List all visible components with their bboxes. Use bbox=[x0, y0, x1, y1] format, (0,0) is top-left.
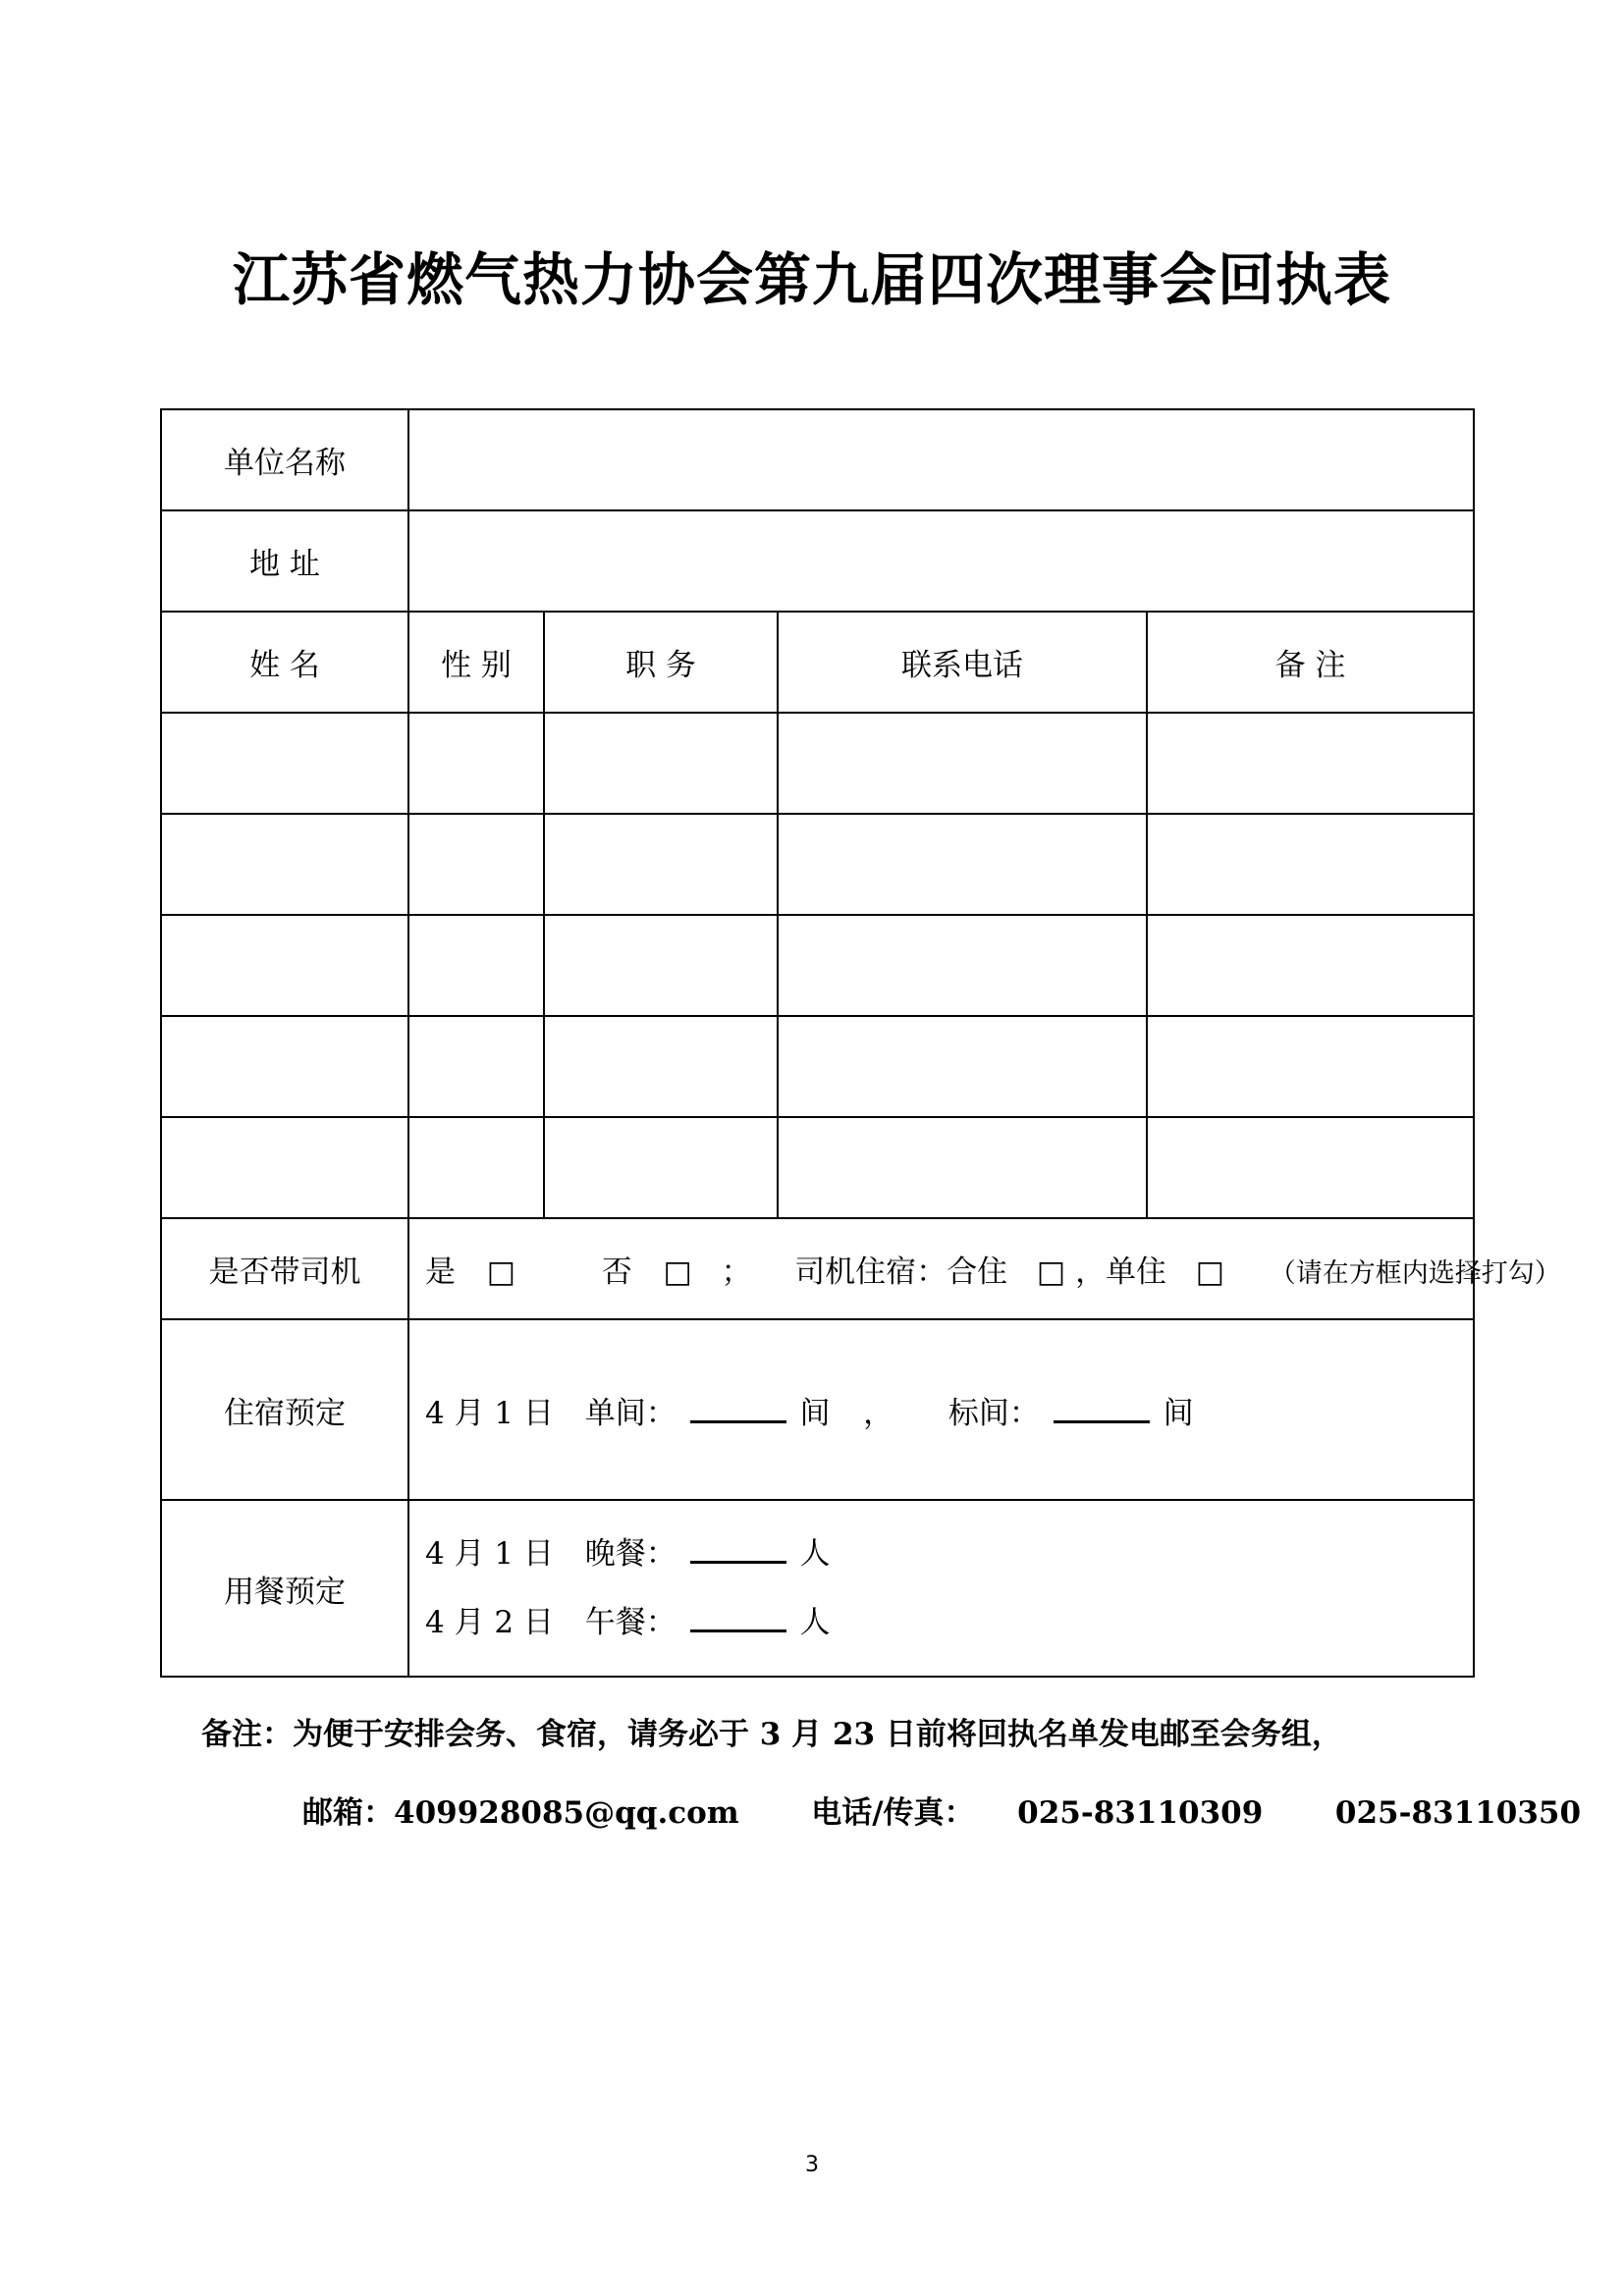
lunch-count-field[interactable] bbox=[690, 1602, 786, 1632]
attendee-position-cell[interactable] bbox=[544, 814, 778, 915]
contact-email: 邮箱：409928085@qq.com bbox=[302, 1795, 739, 1831]
contact-line bbox=[302, 1791, 1581, 1835]
standard-room-count-field[interactable] bbox=[1054, 1393, 1150, 1423]
attendee-phone-cell[interactable] bbox=[778, 1016, 1147, 1117]
address-row bbox=[161, 510, 1474, 612]
lunch-unit: 人 bbox=[799, 1605, 831, 1640]
page-title: 江苏省燃气热力协会第九届四次理事会回执表 bbox=[232, 246, 1391, 313]
meals-row bbox=[161, 1500, 1474, 1677]
attendee-remarks-cell[interactable] bbox=[1147, 713, 1474, 814]
contact-phone-2: 025-83110350 bbox=[1334, 1795, 1582, 1831]
driver-single-label: ，单住 bbox=[1075, 1255, 1167, 1290]
driver-no-label: 否 bbox=[601, 1255, 632, 1290]
column-header-phone: 联系电话 bbox=[778, 612, 1147, 713]
attendee-position-cell[interactable] bbox=[544, 713, 778, 814]
attendee-phone-cell[interactable] bbox=[778, 814, 1147, 915]
attendee-phone-cell[interactable] bbox=[778, 1117, 1147, 1218]
meals-details bbox=[408, 1500, 1474, 1677]
lodging-date: 4 月 1 日 bbox=[425, 1395, 555, 1431]
attendee-phone-cell[interactable] bbox=[778, 713, 1147, 814]
attendee-position-cell[interactable] bbox=[544, 915, 778, 1016]
dinner-label: 晚餐： bbox=[584, 1536, 677, 1572]
lunch-label: 午餐： bbox=[584, 1605, 677, 1640]
attendee-gender-cell[interactable] bbox=[408, 713, 544, 814]
attendee-remarks-cell[interactable] bbox=[1147, 1117, 1474, 1218]
unit-name-field[interactable] bbox=[408, 409, 1474, 510]
driver-hint: （请在方框内选择打勾） bbox=[1269, 1258, 1561, 1289]
lodging-standard-room-label: 标间： bbox=[947, 1395, 1040, 1431]
driver-lodging-shared-label: 司机住宿：合住 bbox=[794, 1255, 1008, 1290]
lodging-standard-room-unit: 间 bbox=[1163, 1395, 1194, 1431]
lodging-single-room-label: 单间： bbox=[584, 1395, 677, 1431]
attendee-row bbox=[161, 814, 1474, 915]
contact-phone-1: 025-83110309 bbox=[1017, 1795, 1264, 1831]
column-header-gender: 性 别 bbox=[408, 612, 544, 713]
lunch-date: 4 月 2 日 bbox=[425, 1605, 555, 1640]
attendee-row bbox=[161, 713, 1474, 814]
dinner-count-field[interactable] bbox=[690, 1533, 786, 1564]
lodging-separator: ， bbox=[863, 1395, 894, 1431]
address-label: 地 址 bbox=[161, 510, 408, 612]
driver-no-checkbox[interactable]: □ bbox=[663, 1255, 692, 1290]
driver-options bbox=[408, 1218, 1561, 1319]
unit-name-row bbox=[161, 409, 1474, 510]
unit-name-label: 单位名称 bbox=[161, 409, 408, 510]
driver-shared-checkbox[interactable]: □ bbox=[1036, 1255, 1066, 1290]
lunch-line bbox=[425, 1588, 1473, 1657]
attendee-name-cell[interactable] bbox=[161, 713, 408, 814]
attendee-gender-cell[interactable] bbox=[408, 1016, 544, 1117]
note-text: 备注：为便于安排会务、食宿，请务必于 3 月 23 日前将回执名单发电邮至会务组， bbox=[201, 1717, 1342, 1752]
column-header-row bbox=[161, 612, 1474, 713]
single-room-count-field[interactable] bbox=[690, 1393, 786, 1423]
attendee-name-cell[interactable] bbox=[161, 814, 408, 915]
attendee-phone-cell[interactable] bbox=[778, 915, 1147, 1016]
dinner-date: 4 月 1 日 bbox=[425, 1536, 555, 1572]
lodging-row bbox=[161, 1319, 1474, 1500]
lodging-details bbox=[408, 1319, 1474, 1500]
page-number: 3 bbox=[805, 2153, 819, 2177]
driver-yes-label: 是 bbox=[425, 1255, 456, 1290]
column-header-position: 职 务 bbox=[544, 612, 778, 713]
attendee-gender-cell[interactable] bbox=[408, 1117, 544, 1218]
address-field[interactable] bbox=[408, 510, 1474, 612]
driver-single-checkbox[interactable]: □ bbox=[1195, 1255, 1225, 1290]
attendee-remarks-cell[interactable] bbox=[1147, 814, 1474, 915]
dinner-unit: 人 bbox=[799, 1536, 831, 1572]
contact-phone-label: 电话/传真： bbox=[811, 1795, 975, 1831]
receipt-form-table bbox=[160, 408, 1561, 1678]
attendee-remarks-cell[interactable] bbox=[1147, 915, 1474, 1016]
attendee-row bbox=[161, 1117, 1474, 1218]
column-header-name: 姓 名 bbox=[161, 612, 408, 713]
lodging-label: 住宿预定 bbox=[161, 1319, 408, 1500]
attendee-name-cell[interactable] bbox=[161, 1016, 408, 1117]
attendee-name-cell[interactable] bbox=[161, 1117, 408, 1218]
attendee-position-cell[interactable] bbox=[544, 1117, 778, 1218]
driver-yes-checkbox[interactable]: □ bbox=[486, 1255, 516, 1290]
lodging-single-room-unit: 间 bbox=[799, 1395, 831, 1431]
attendee-remarks-cell[interactable] bbox=[1147, 1016, 1474, 1117]
column-header-remarks: 备 注 bbox=[1147, 612, 1474, 713]
dinner-line bbox=[425, 1520, 1473, 1588]
meals-label: 用餐预定 bbox=[161, 1500, 408, 1677]
driver-row bbox=[161, 1218, 1474, 1319]
attendee-name-cell[interactable] bbox=[161, 915, 408, 1016]
attendee-gender-cell[interactable] bbox=[408, 915, 544, 1016]
driver-label: 是否带司机 bbox=[161, 1218, 408, 1319]
attendee-position-cell[interactable] bbox=[544, 1016, 778, 1117]
attendee-gender-cell[interactable] bbox=[408, 814, 544, 915]
attendee-row bbox=[161, 1016, 1474, 1117]
attendee-row bbox=[161, 915, 1474, 1016]
driver-separator: ； bbox=[721, 1255, 752, 1290]
